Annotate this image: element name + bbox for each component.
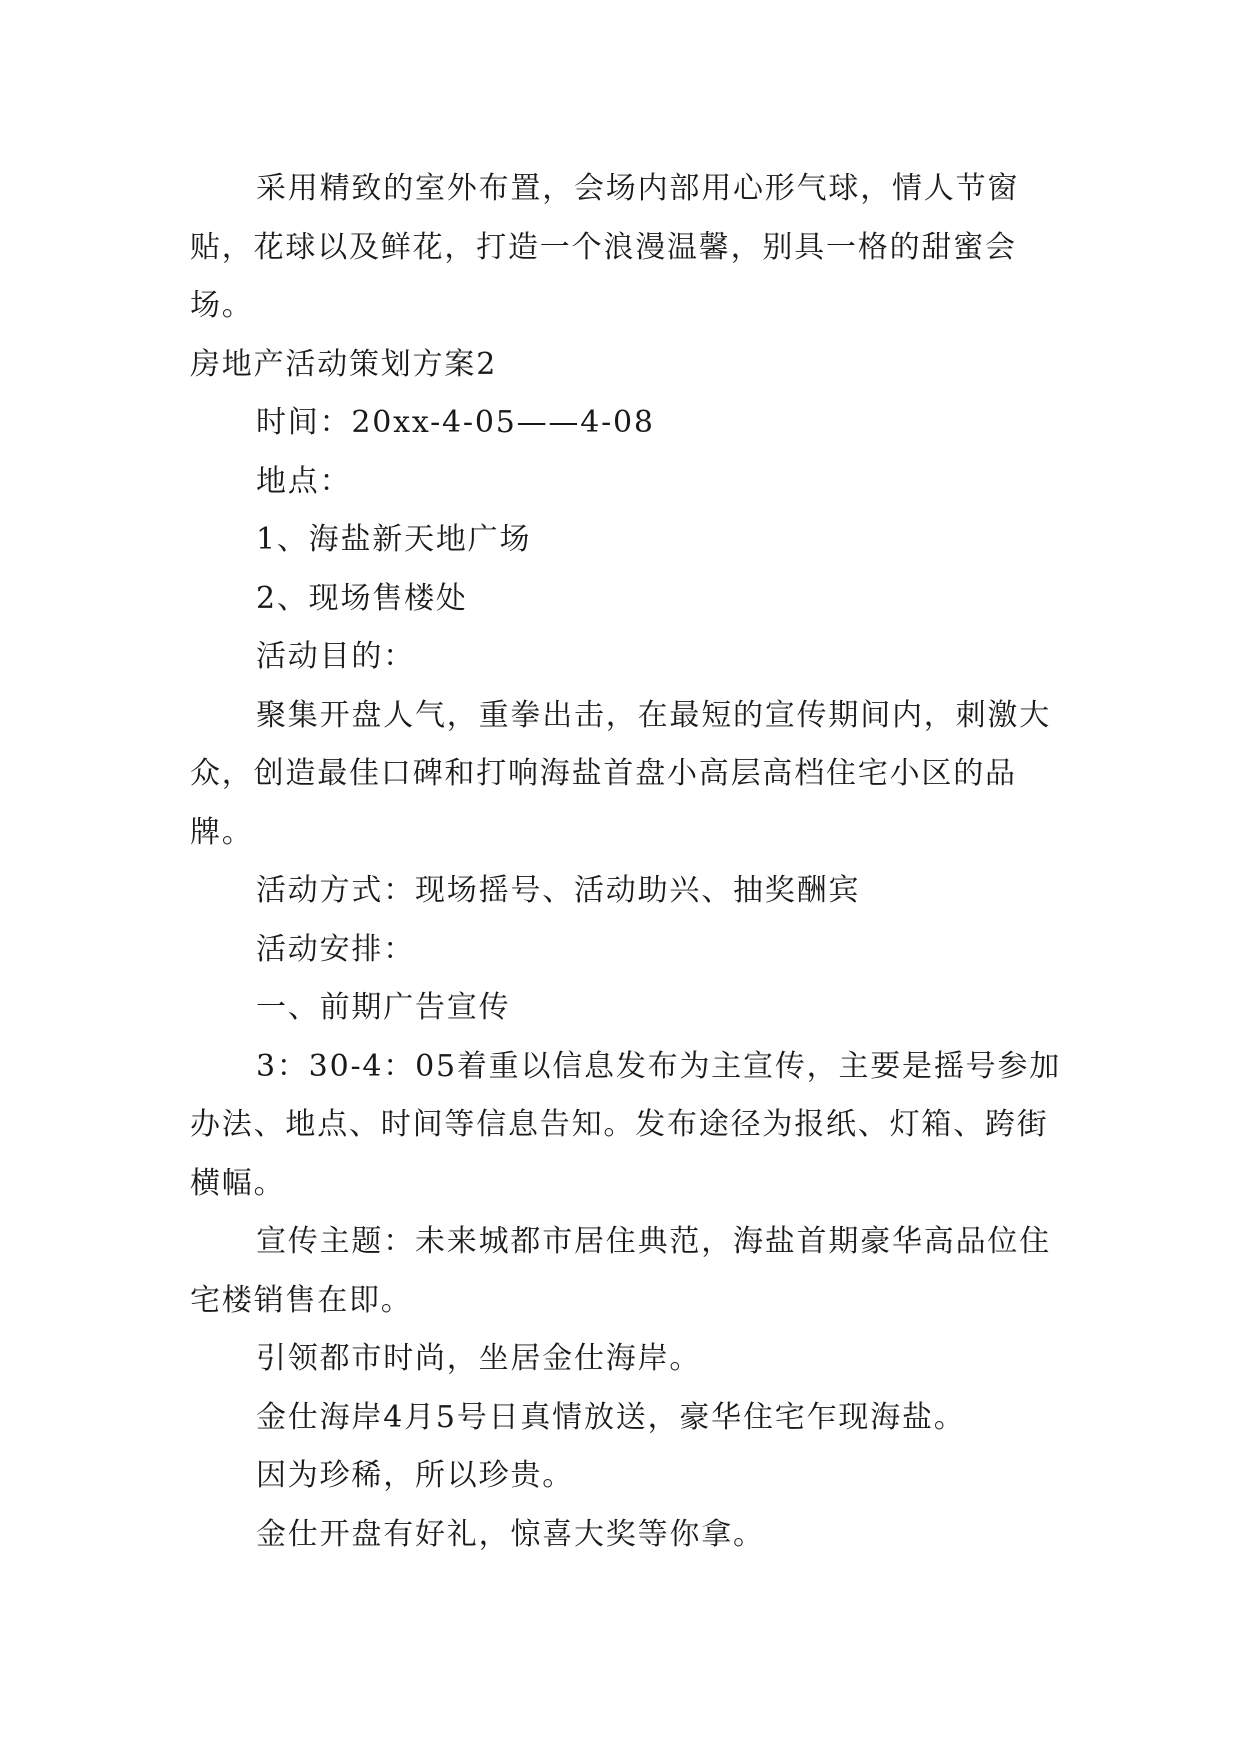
paragraph-arrangement-label: 活动安排： [256, 931, 415, 967]
paragraph-slogan-3: 因为珍稀，所以珍贵。 [256, 1458, 574, 1493]
paragraph-advertising-heading: 一、前期广告宣传 [256, 990, 511, 1025]
paragraph-theme: 宣传主题：未来城都市居住典范，海盐首期豪华高品位住宅楼销售在即。 [190, 1224, 1051, 1318]
document-body [190, 160, 1070, 1564]
paragraph-advertising-detail: 3：30-4：05着重以信息发布为主宣传，主要是摇号参加办法、地点、时间等信息告知。发布途径为报纸、灯箱、跨街横幅。 [190, 1048, 1062, 1201]
paragraph-slogan-1: 引领都市时尚，坐居金仕海岸。 [256, 1341, 702, 1376]
paragraph-location-label: 地点： [256, 463, 352, 499]
paragraph-location-1: 1、海盐新天地广场 [256, 522, 532, 557]
section-heading: 房地产活动策划方案2 [190, 346, 498, 382]
paragraph-method: 活动方式：现场摇号、活动助兴、抽奖酬宾 [256, 873, 861, 908]
paragraph-purpose: 聚集开盘人气，重拳出击，在最短的宣传期间内，刺激大众，创造最佳口碑和打响海盐首盘小高层高档住宅小区的品牌。 [190, 697, 1051, 850]
paragraph-time: 时间：20xx-4-05——4-08 [256, 405, 655, 440]
paragraph-purpose-label: 活动目的： [256, 639, 415, 674]
paragraph-slogan-4: 金仕开盘有好礼，惊喜大奖等你拿。 [256, 1516, 765, 1552]
paragraph-location-2: 2、现场售楼处 [256, 580, 468, 616]
paragraph-venue-decoration: 采用精致的室外布置，会场内部用心形气球，情人节窗贴，花球以及鲜花，打造一个浪漫温馨，别具一格的甜蜜会场。 [190, 171, 1020, 323]
paragraph-slogan-2: 金仕海岸4月5号日真情放送，豪华住宅乍现海盐。 [256, 1399, 966, 1435]
